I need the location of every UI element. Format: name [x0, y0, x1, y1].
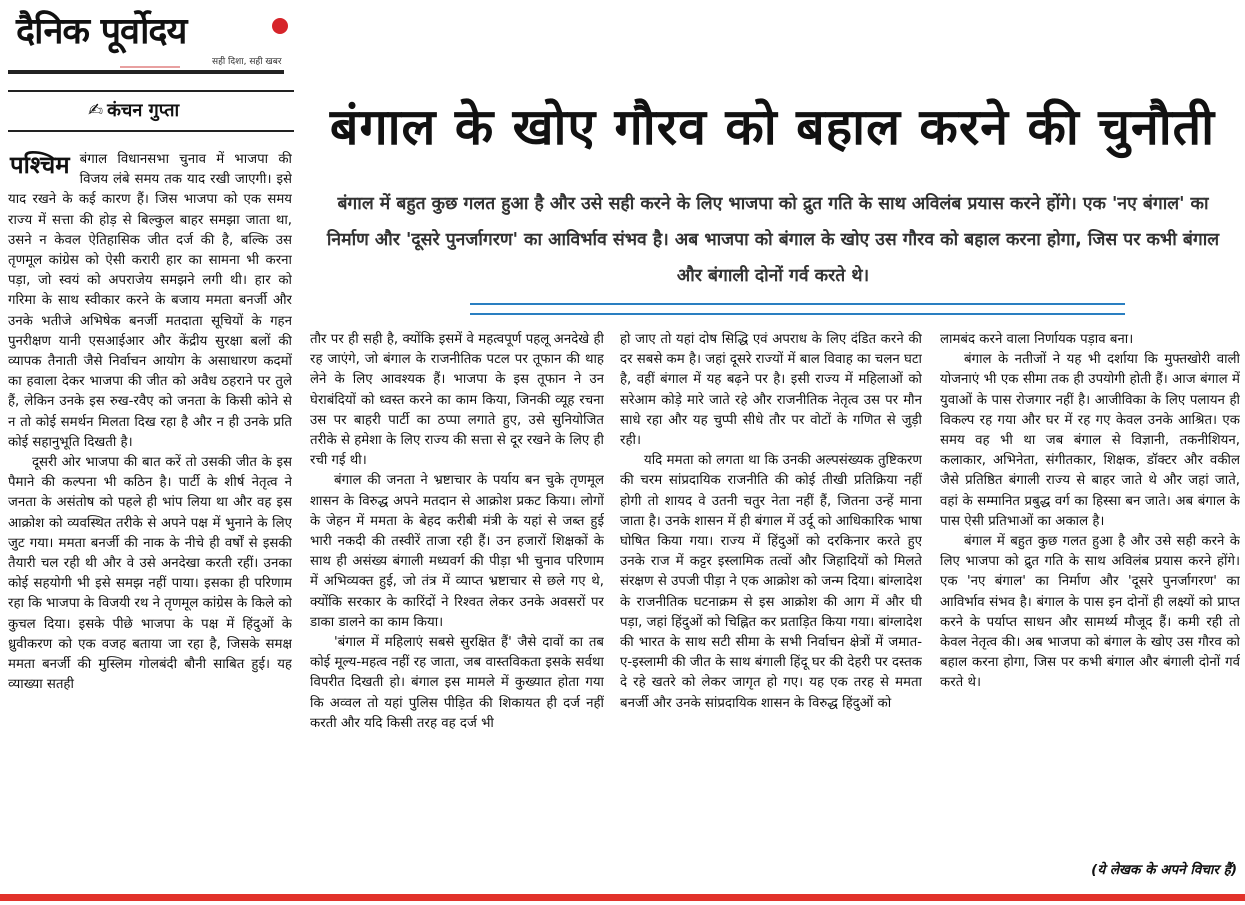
- article-column-1: [8, 150, 292, 885]
- article-column-4: [940, 330, 1240, 870]
- paragraph: बंगाल की जनता ने भ्रष्टाचार के पर्याय बन चुके तृणमूल शासन के विरुद्ध अपने मतदान से आक्रोश प्रकट किया। लोगों के जेहन में ममता के बेहद करीबी मंत्री के यहां से जब्त हुई भारी नकदी की तस्वीरें ताजा रही हैं। उन हजारों शिक्षकों के साथ ही असंख्य बंगाली मध्यवर्ग की पीड़ा भी चुनाव परिणाम में अभिव्यक्त हुई, जो तंत्र में व्याप्त भ्रष्टाचार से छले गए थे, क्योंकि सरकार के कारिंदों ने रिश्वत लेकर उनके अवसरों पर डाका डालने का काम किया।: [310, 473, 604, 630]
- pen-icon: ✍: [88, 100, 104, 121]
- deck-rule-bottom: [470, 313, 1125, 315]
- dropcap-word: पश्चिम: [10, 151, 70, 179]
- paragraph: बंगाल के नतीजों ने यह भी दर्शाया कि मुफ्तखोरी वाली योजनाएं भी एक सीमा तक ही उपयोगी होती हैं। आज बंगाल में युवाओं के पास रोजगार नहीं है। आजीविका के लिए पलायन ही विकल्प रह गया और घर में रह गए केवल उनके आश्रित। एक समय वह भी था जब बंगाल से विज्ञानी, तकनीशियन, कलाकार, अभिनेता, संगीतकार, शिक्षक, डॉक्टर और वकील जैसे प्रतिष्ठित बंगाली राज्य से बाहर जाते थे और जहां जाते, वहां के सम्मानित प्रबुद्ध वर्ग का हिस्सा बन जाते। अब बंगाल के पास ऐसी प्रतिभाओं का अकाल है।: [940, 352, 1240, 529]
- paragraph: हो जाए तो यहां दोष सिद्धि एवं अपराध के लिए दंडित करने की दर सबसे कम है। जहां दूसरे राज्यों में बाल विवाह का चलन घटा है, वहीं बंगाल में यह बढ़ने पर है। इसी राज्य में महिलाओं को सरेआम कोड़े मारे जाते रहे और राजनीतिक नेतृत्व उस पर मौन साधे रहा और यह चुप्पी सीधे तौर पर वोटों के गणित से जुड़ी रही।: [620, 332, 922, 449]
- headline: बंगाल के खोए गौरव को बहाल करने की चुनौती: [329, 98, 1216, 156]
- deck-summary: बंगाल में बहुत कुछ गलत हुआ है और उसे सही करने के लिए भाजपा को द्रुत गति के साथ अविलंब प्रयास करने होंगे। एक 'नए बंगाल' का निर्माण और 'दूसरे पुनर्जागरण' का आविर्भाव संभव है। अब भाजपा को बंगाल के खोए उस गौरव को बहाल करना होगा, जिस पर कभी बंगाल और बंगाली दोनों गर्व करते थे।: [326, 194, 1220, 286]
- paragraph: लामबंद करने वाला निर्णायक पड़ाव बना।: [940, 332, 1134, 347]
- paragraph: बंगाल में बहुत कुछ गलत हुआ है और उसे सही करने के लिए भाजपा को द्रुत गति के साथ अविलंब प्रयास करने होंगे। एक 'नए बंगाल' का निर्माण और 'दूसरे पुनर्जागरण' का आविर्भाव संभव है। बंगाल के पास इन दोनों ही लक्ष्यों को प्राप्त करने के पर्याप्त साधन और सामर्थ्य मौजूद हैं। कमी रही तो केवल नेतृत्व की। अब भाजपा को बंगाल के खोए उस गौरव को बहाल करना होगा, जिस पर कभी बंगाल और बंगाली दोनों गर्व करते थे।: [940, 534, 1240, 691]
- article-column-3: [620, 330, 922, 885]
- logo-text: दैनिक पूर्वोदय: [16, 11, 187, 52]
- byline-rule-top: [8, 90, 294, 92]
- paragraph: बंगाल विधानसभा चुनाव में भाजपा की विजय लंबे समय तक याद रखी जाएगी। इसे याद रखने के कई कारण हैं। जिस भाजपा को एक समय राज्य में सत्ता की होड़ से बिल्कुल बाहर समझा जाता था, उसने न केवल ऐतिहासिक जीत दर्ज की है, बल्कि उस तृणमूल कांग्रेस को ऐसी करारी हार का सामना भी करना पड़ा, जो स्वयं को अपराजेय समझने लगी थी। हार को गरिमा के साथ स्वीकार करने के बजाय ममता बनर्जी और उनके भतीजे अभिषेक बनर्जी मतदाता सूचियों के गहन पुनरीक्षण यानी एसआईआर और केंद्रीय सुरक्षा बलों की व्यापक तैनाती जैसे निर्वाचन आयोग के असाधारण कदमों का हवाला देकर भाजपा की जीत को अवैध ठहराने पर तुले हैं, लेकिन उनके इस रुख-रवैए को जनता के किसी कोने से न तो कोई समर्थन मिलता दिख रहा है और न ही उनके प्रति कोई सहानुभूति दिखती है।: [8, 152, 292, 450]
- article-column-2: [310, 330, 604, 885]
- author-name: कंचन गुप्ता: [107, 100, 180, 121]
- author-disclaimer: (ये लेखक के अपने विचार हैं): [1091, 862, 1237, 878]
- deck-rule-top: [470, 303, 1125, 305]
- logo-dot: [272, 18, 288, 34]
- masthead-subline: [120, 66, 180, 68]
- paragraph: यदि ममता को लगता था कि उनकी अल्पसंख्यक तुष्टिकरण की चरम सांप्रदायिक राजनीति की कोई तीखी प्रतिक्रिया नहीं होगी तो शायद वे उतनी चतुर नेता नहीं हैं, जितना उन्हें माना जाता है। उनके शासन में ही बंगाल में उर्दू को आधिकारिक भाषा घोषित किया गया। राज्य में हिंदुओं को दरकिनार करते हुए उनके राज में कट्टर इस्लामिक तत्वों और जिहादियों को मिलते संरक्षण से उपजी पीड़ा ने एक आक्रोश को जन्म दिया। बांग्लादेश के राजनीतिक घटनाक्रम से इस आक्रोश की आग में और घी पड़ा, जहां हिंदुओं को चिह्नित कर प्रताड़ित किया गया। बांग्लादेश की भारत के साथ सटी सीमा के सभी निर्वाचन क्षेत्रों में जमात-ए-इस्लामी की जीत के साथ बंगाली हिंदू घर की देहरी पर दस्तक दे रहे खतरे को लेकर जागृत हो गए। यह एक तरह से ममता बनर्जी और उनके सांप्रदायिक शासन के विरुद्ध हिंदुओं को: [620, 453, 922, 711]
- paragraph: 'बंगाल में महिलाएं सबसे सुरक्षित हैं' जैसे दावों का तब कोई मूल्य-महत्व नहीं रह जाता, जब वास्तविकता इसके सर्वथा विपरीत दिखती हो। बंगाल इस मामले में कुख्यात होता गया कि अव्वल तो यहां पुलिस पीड़ित की शिकायत ही दर्ज नहीं करती और यदि किसी तरह वह दर्ज भी: [310, 635, 604, 731]
- byline-rule-bottom: [8, 130, 294, 132]
- logo-tagline: सही दिशा, सही खबर: [212, 57, 282, 67]
- byline: [88, 98, 179, 122]
- paragraph: तौर पर ही सही है, क्योंकि इसमें वे महत्वपूर्ण पहलू अनदेखे ही रह जाएंगे, जो बंगाल के राजनीतिक पटल पर तूफान की थाह लेने के लिए आवश्यक हैं। भाजपा के इस तूफान ने उन घेराबंदियों को ध्वस्त करने का काम किया, जिनकी व्यूह रचना उस पर बाहरी पार्टी का ठप्पा लगाते हुए, उसे सुनियोजित तरीके से हमेशा के लिए राज्य की सत्ता से दूर रखने के लिए ही रची गई थी।: [310, 332, 604, 469]
- masthead-logo: [16, 12, 284, 70]
- bottom-accent-bar: [0, 894, 1245, 901]
- paragraph: दूसरी ओर भाजपा की बात करें तो उसकी जीत के इस पैमाने की कल्पना भी कठिन है। पार्टी के शीर्ष नेतृत्व ने जनता के असंतोष को पहले ही भांप लिया था और वह इस आक्रोश को व्यवस्थित तरीके से अपने पक्ष में भुनाने के लिए जुट गया। ममता बनर्जी की नाक के नीचे ही वर्षों से इसकी तैयारी चल रही थी और वे उसे अनदेखा करती रहीं। उनका कोई सहयोगी भी इसे समझ नहीं पाया। इसका ही परिणाम रहा कि भाजपा के विजयी रथ ने तृणमूल कांग्रेस के किले को कुचल दिया। इसके पीछे भाजपा के पक्ष में हिंदुओं के ध्रुवीकरण को एक वजह बताया जा रहा है, जिसके समक्ष ममता बनर्जी की मुस्लिम गोलबंदी बौनी साबित हुई। यह व्याख्या सतही: [8, 455, 292, 693]
- masthead-rule: [8, 70, 284, 74]
